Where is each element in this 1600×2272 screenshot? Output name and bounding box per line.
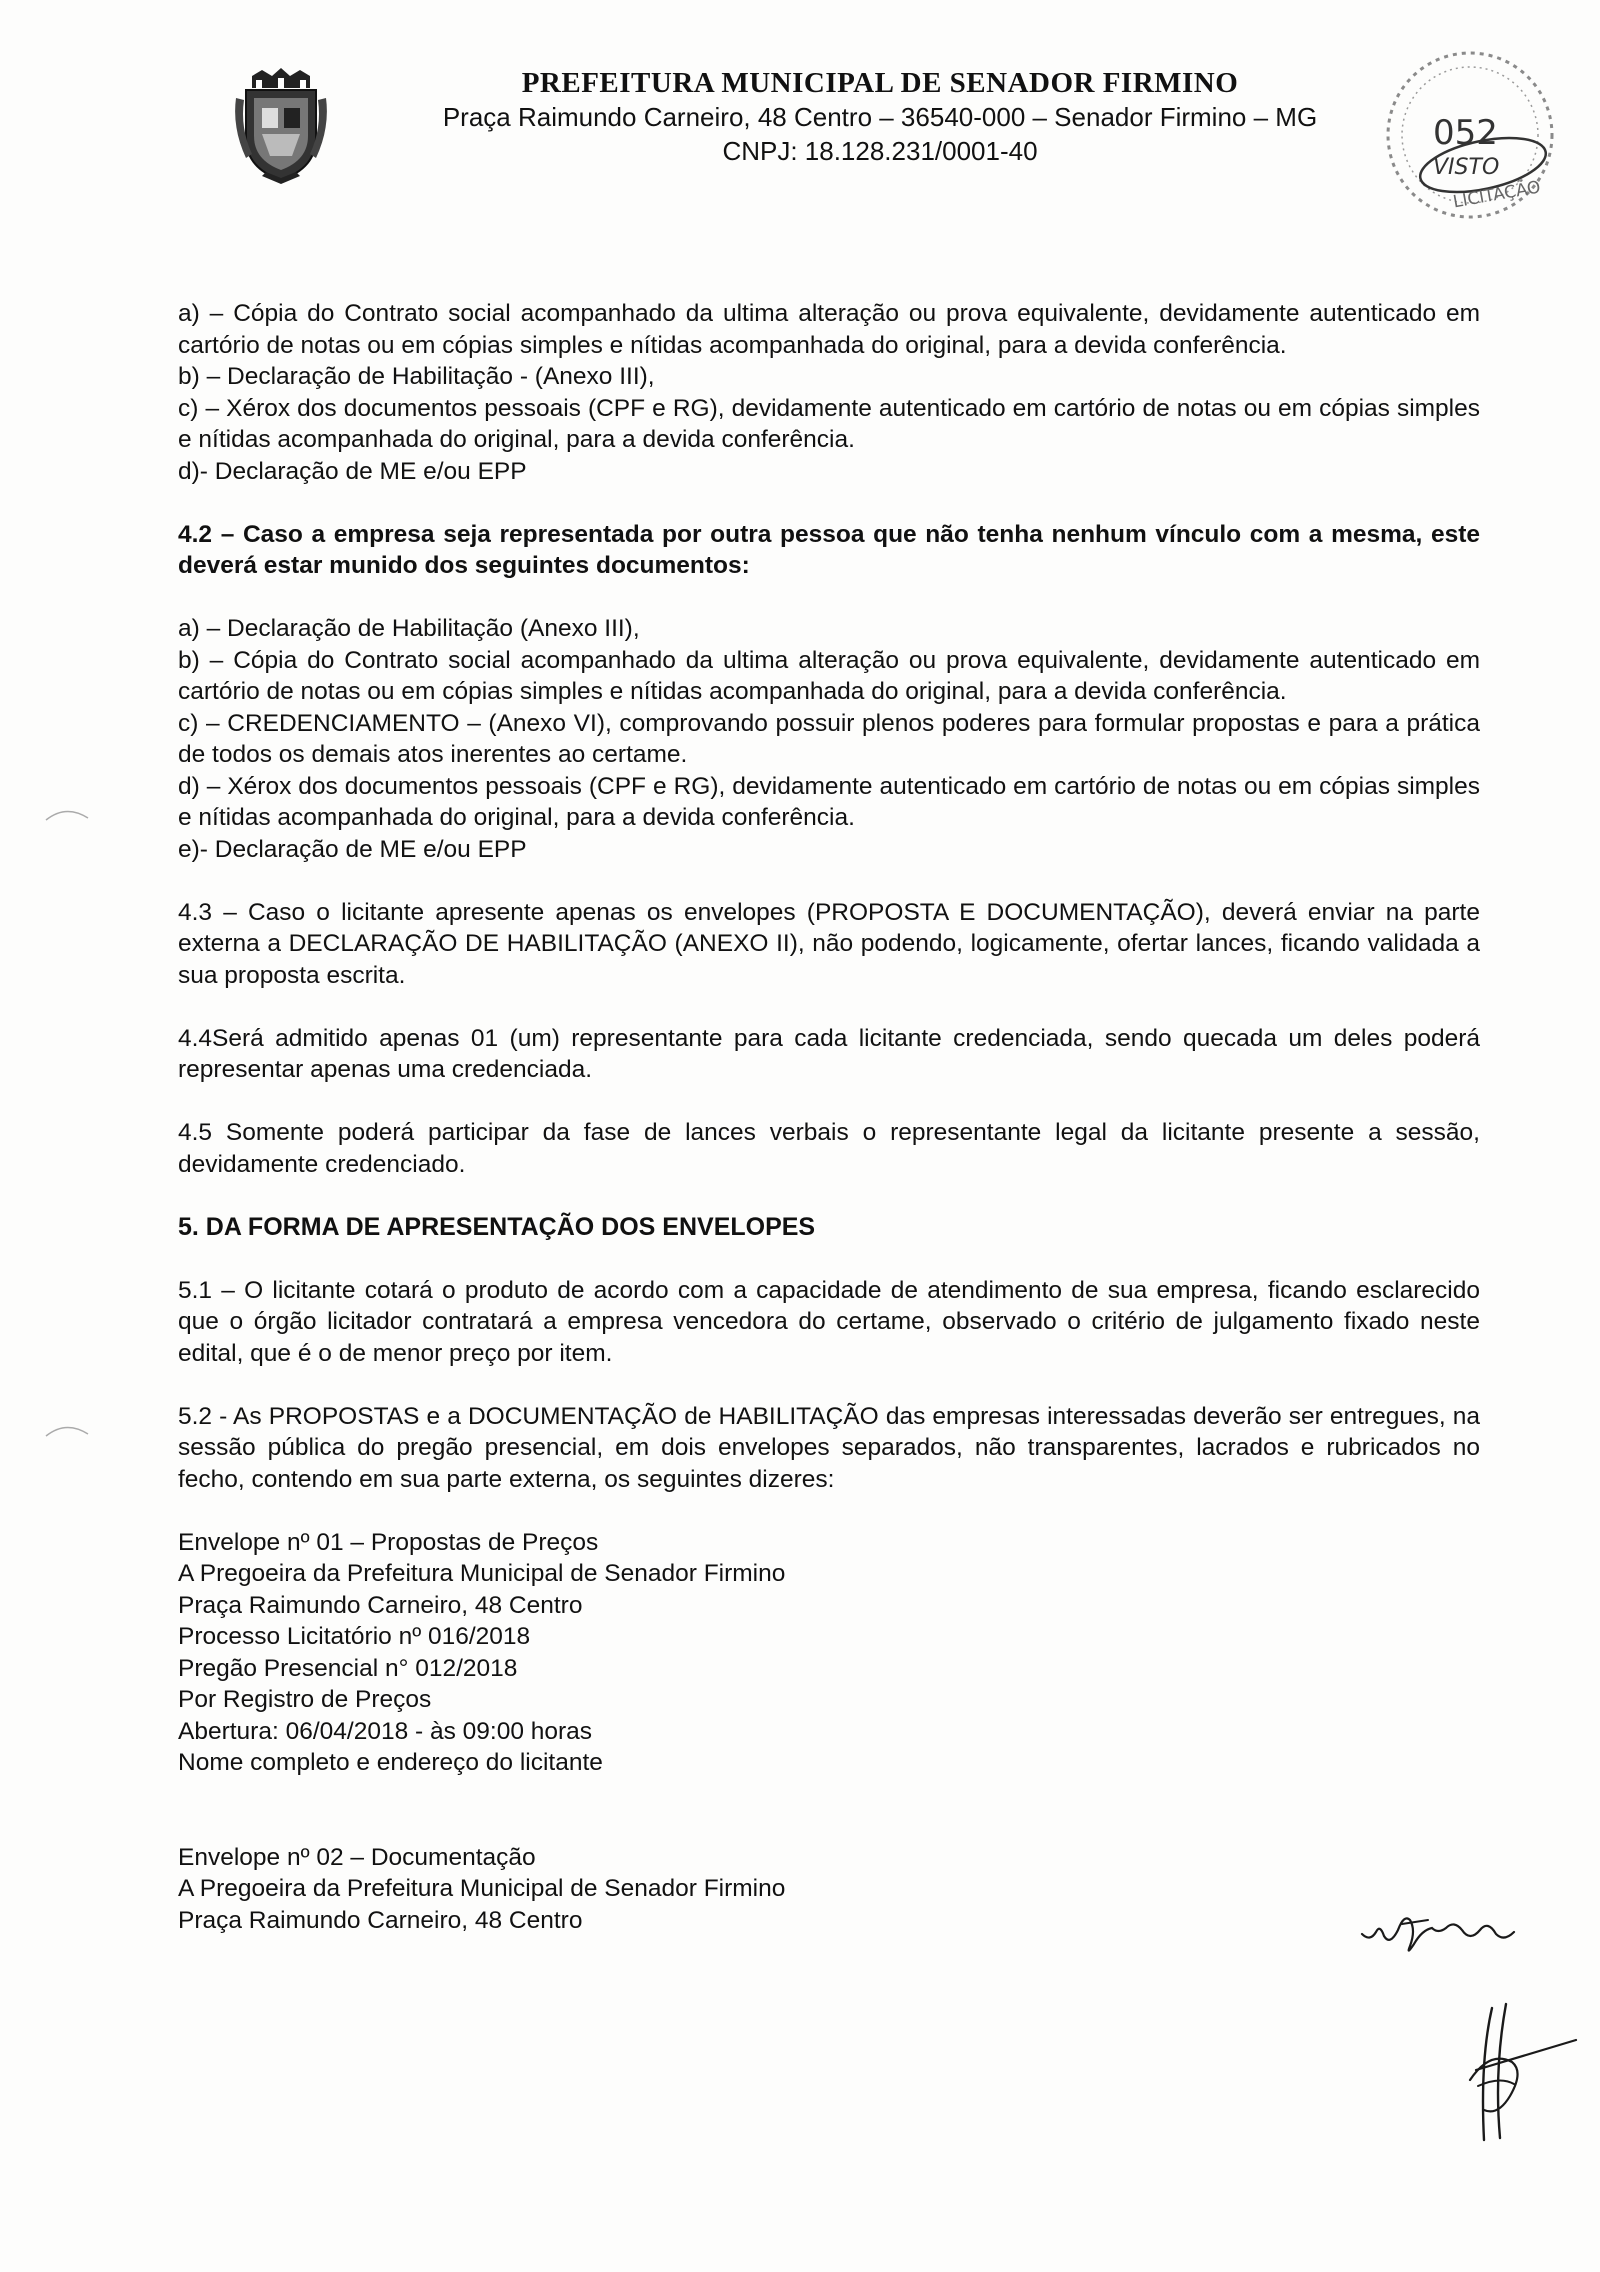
municipal-crest-icon xyxy=(232,68,330,186)
envelope-1-line: Abertura: 06/04/2018 - às 09:00 horas xyxy=(178,1717,593,1745)
envelope-1-line: Envelope nº 01 – Propostas de Preços xyxy=(178,1528,599,1556)
envelope-1-line: Processo Licitatório nº 016/2018 xyxy=(178,1623,531,1650)
section-4-5: 4.5 Somente poderá participar da fase de lances verbais o representante legal da licitante presente a sessão, devidamente credenciado. xyxy=(178,1119,1480,1178)
item-4-1-a: a) – Cópia do Contrato social acompanhado da ultima alteração ou prova equivalente, devidamente autenticado em cartório de notas ou em cópias simples e nítidas acompanhada do original, para a devida conferência. xyxy=(178,300,1480,359)
section-5-title: 5. DA FORMA DE APRESENTAÇÃO DOS ENVELOPES xyxy=(178,1212,816,1241)
municipality-cnpj: CNPJ: 18.128.231/0001-40 xyxy=(722,136,1038,166)
stamp-number: 052 xyxy=(1433,113,1498,153)
municipality-address: Praça Raimundo Carneiro, 48 Centro – 36540-000 – Senador Firmino – MG xyxy=(442,102,1318,132)
municipality-name: PREFEITURA MUNICIPAL DE SENADOR FIRMINO xyxy=(521,67,1239,99)
section-5-2: 5.2 - As PROPOSTAS e a DOCUMENTAÇÃO de HABILITAÇÃO das empresas interessadas deverão ser entregues, na sessão pública do pregão presencial, em dois envelopes separados, não transparentes, lacrados e rubricados no fecho, contendo em sua parte externa, os seguintes dizeres: xyxy=(178,1402,1480,1493)
visto-licitacao-stamp xyxy=(1375,40,1565,230)
section-4-2-title: 4.2 – Caso a empresa seja representada por outra pessoa que não tenha nenhum vínculo com a mesma, este deverá estar munido dos seguintes documentos: xyxy=(178,520,1480,579)
item-4-1-b: b) – Declaração de Habilitação - (Anexo III), xyxy=(178,363,655,390)
handwritten-initials xyxy=(1358,1890,1518,1960)
handwritten-signature xyxy=(1440,2000,1580,2150)
envelope-2-line: Envelope nº 02 – Documentação xyxy=(178,1843,536,1871)
envelope-2-line: A Pregoeira da Prefeitura Municipal de Senador Firmino xyxy=(178,1875,786,1902)
item-4-2-c: c) – CREDENCIAMENTO – (Anexo VI), comprovando possuir plenos poderes para formular propostas e para a prática de todos os demais atos inerentes ao certame. xyxy=(178,709,1480,768)
margin-mark xyxy=(42,1416,92,1446)
stamp-word-licitacao: LICITAÇÃO xyxy=(1451,177,1543,213)
item-4-1-c: c) – Xérox dos documentos pessoais (CPF e RG), devidamente autenticado em cartório de notas ou em cópias simples e nítidas acompanhada do original, para a devida conferência. xyxy=(178,394,1480,453)
section-5-1: 5.1 – O licitante cotará o produto de acordo com a capacidade de atendimento de sua empresa, ficando esclarecido que o órgão licitador contratará a empresa vencedora do certame, observado o critério de julgamento fixado neste edital, que é o de menor preço por item. xyxy=(178,1276,1480,1367)
envelope-1-line: Pregão Presencial n° 012/2018 xyxy=(178,1654,518,1682)
item-4-2-b: b) – Cópia do Contrato social acompanhado da ultima alteração ou prova equivalente, devidamente autenticado em cartório de notas ou em cópias simples e nítidas acompanhada do original, para a devida conferência. xyxy=(178,646,1480,705)
document-body xyxy=(178,298,1480,1936)
section-4-4: 4.4Será admitido apenas 01 (um) representante para cada licitante credenciada, sendo quecada um deles poderá representar apenas uma credenciada. xyxy=(178,1024,1480,1083)
envelope-1-line: Nome completo e endereço do licitante xyxy=(178,1749,603,1776)
stamp-word-visto: VISTO xyxy=(1433,155,1500,180)
letterhead xyxy=(360,66,1400,168)
envelope-1-line: Praça Raimundo Carneiro, 48 Centro xyxy=(178,1591,583,1619)
envelope-1-block xyxy=(178,1527,1480,1779)
margin-mark xyxy=(42,800,92,830)
envelope-1-line: Por Registro de Preços xyxy=(178,1686,432,1713)
envelope-2-line: Praça Raimundo Carneiro, 48 Centro xyxy=(178,1906,583,1934)
item-4-1-d: d)- Declaração de ME e/ou EPP xyxy=(178,457,527,485)
section-4-3: 4.3 – Caso o licitante apresente apenas os envelopes (PROPOSTA E DOCUMENTAÇÃO), deverá enviar na parte externa a DECLARAÇÃO DE HABILITAÇÃO (ANEXO II), não podendo, logicamente, ofertar lances, ficando validada a sua proposta escrita. xyxy=(178,898,1480,989)
envelope-1-line: A Pregoeira da Prefeitura Municipal de Senador Firmino xyxy=(178,1560,786,1587)
item-4-2-e: e)- Declaração de ME e/ou EPP xyxy=(178,835,527,863)
item-4-2-a: a) – Declaração de Habilitação (Anexo III), xyxy=(178,615,640,642)
item-4-2-d: d) – Xérox dos documentos pessoais (CPF e RG), devidamente autenticado em cartório de notas ou em cópias simples e nítidas acompanhada do original, para a devida conferência. xyxy=(178,772,1480,831)
envelope-2-block xyxy=(178,1842,1480,1937)
